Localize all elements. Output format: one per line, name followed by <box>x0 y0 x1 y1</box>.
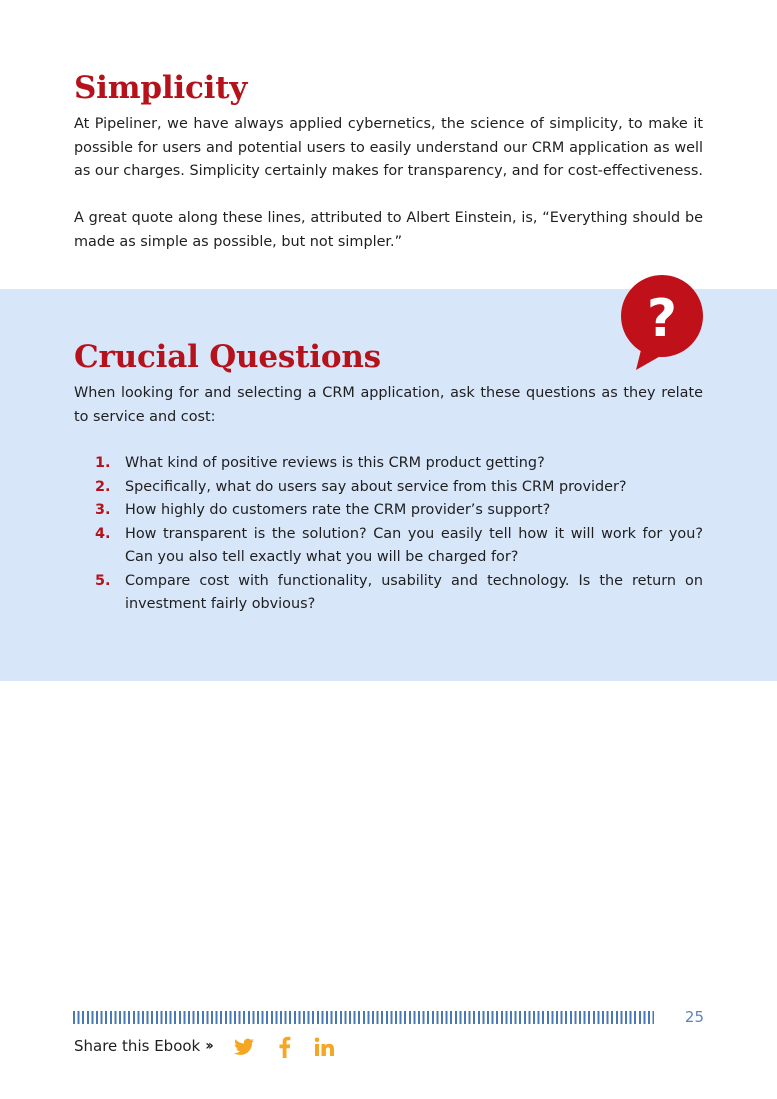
share-label: Share this Ebook <box>74 1037 201 1055</box>
list-item <box>95 523 703 570</box>
list-item-text: Specifically, what do users say about service from this CRM provider? <box>125 478 627 495</box>
list-item-text: What kind of positive reviews is this CRM product getting? <box>125 455 545 471</box>
list-number: 1. <box>95 455 111 471</box>
crucial-questions-heading: Crucial Questions <box>74 339 381 375</box>
questions-list <box>95 452 703 617</box>
list-item-text: How transparent is the solution? Can you easily tell how it will work for you? Can you also tell exactly what you will be charged for? <box>125 525 703 565</box>
facebook-icon[interactable] <box>273 1035 297 1059</box>
page-number: 25 <box>684 1008 704 1026</box>
list-item <box>95 499 703 523</box>
list-number: 5. <box>95 572 111 589</box>
list-number: 4. <box>95 525 111 542</box>
simplicity-paragraph-2: A great quote along these lines, attributed to Albert Einstein, is, “Everything should be made as simple as possible, but not simpler.” <box>74 210 703 250</box>
list-number: 3. <box>95 502 111 518</box>
share-arrows: ›› <box>205 1038 211 1054</box>
share-ebook <box>74 1037 211 1055</box>
footer-tick-bar <box>73 1011 654 1024</box>
linkedin-icon[interactable] <box>312 1035 336 1059</box>
twitter-icon[interactable] <box>232 1035 256 1059</box>
list-item <box>95 452 703 476</box>
list-number: 2. <box>95 478 111 495</box>
list-item <box>95 476 703 500</box>
crucial-questions-intro: When looking for and selecting a CRM application, ask these questions as they relate to service and cost: <box>74 385 703 425</box>
simplicity-paragraph-1: At Pipeliner, we have always applied cybernetics, the science of simplicity, to make it possible for users and potential users to easily understand our CRM application as well as our charges. Simplicity certainly makes for transparency, and for cost-effectiveness. <box>74 116 703 179</box>
list-item <box>95 570 703 617</box>
question-bubble-icon <box>618 274 706 372</box>
list-item-text: How highly do customers rate the CRM provider’s support? <box>125 502 551 518</box>
list-item-text: Compare cost with functionality, usability and technology. Is the return on investment fairly obvious? <box>125 572 703 612</box>
svg-text:?: ? <box>646 289 678 349</box>
simplicity-heading: Simplicity <box>74 70 248 106</box>
